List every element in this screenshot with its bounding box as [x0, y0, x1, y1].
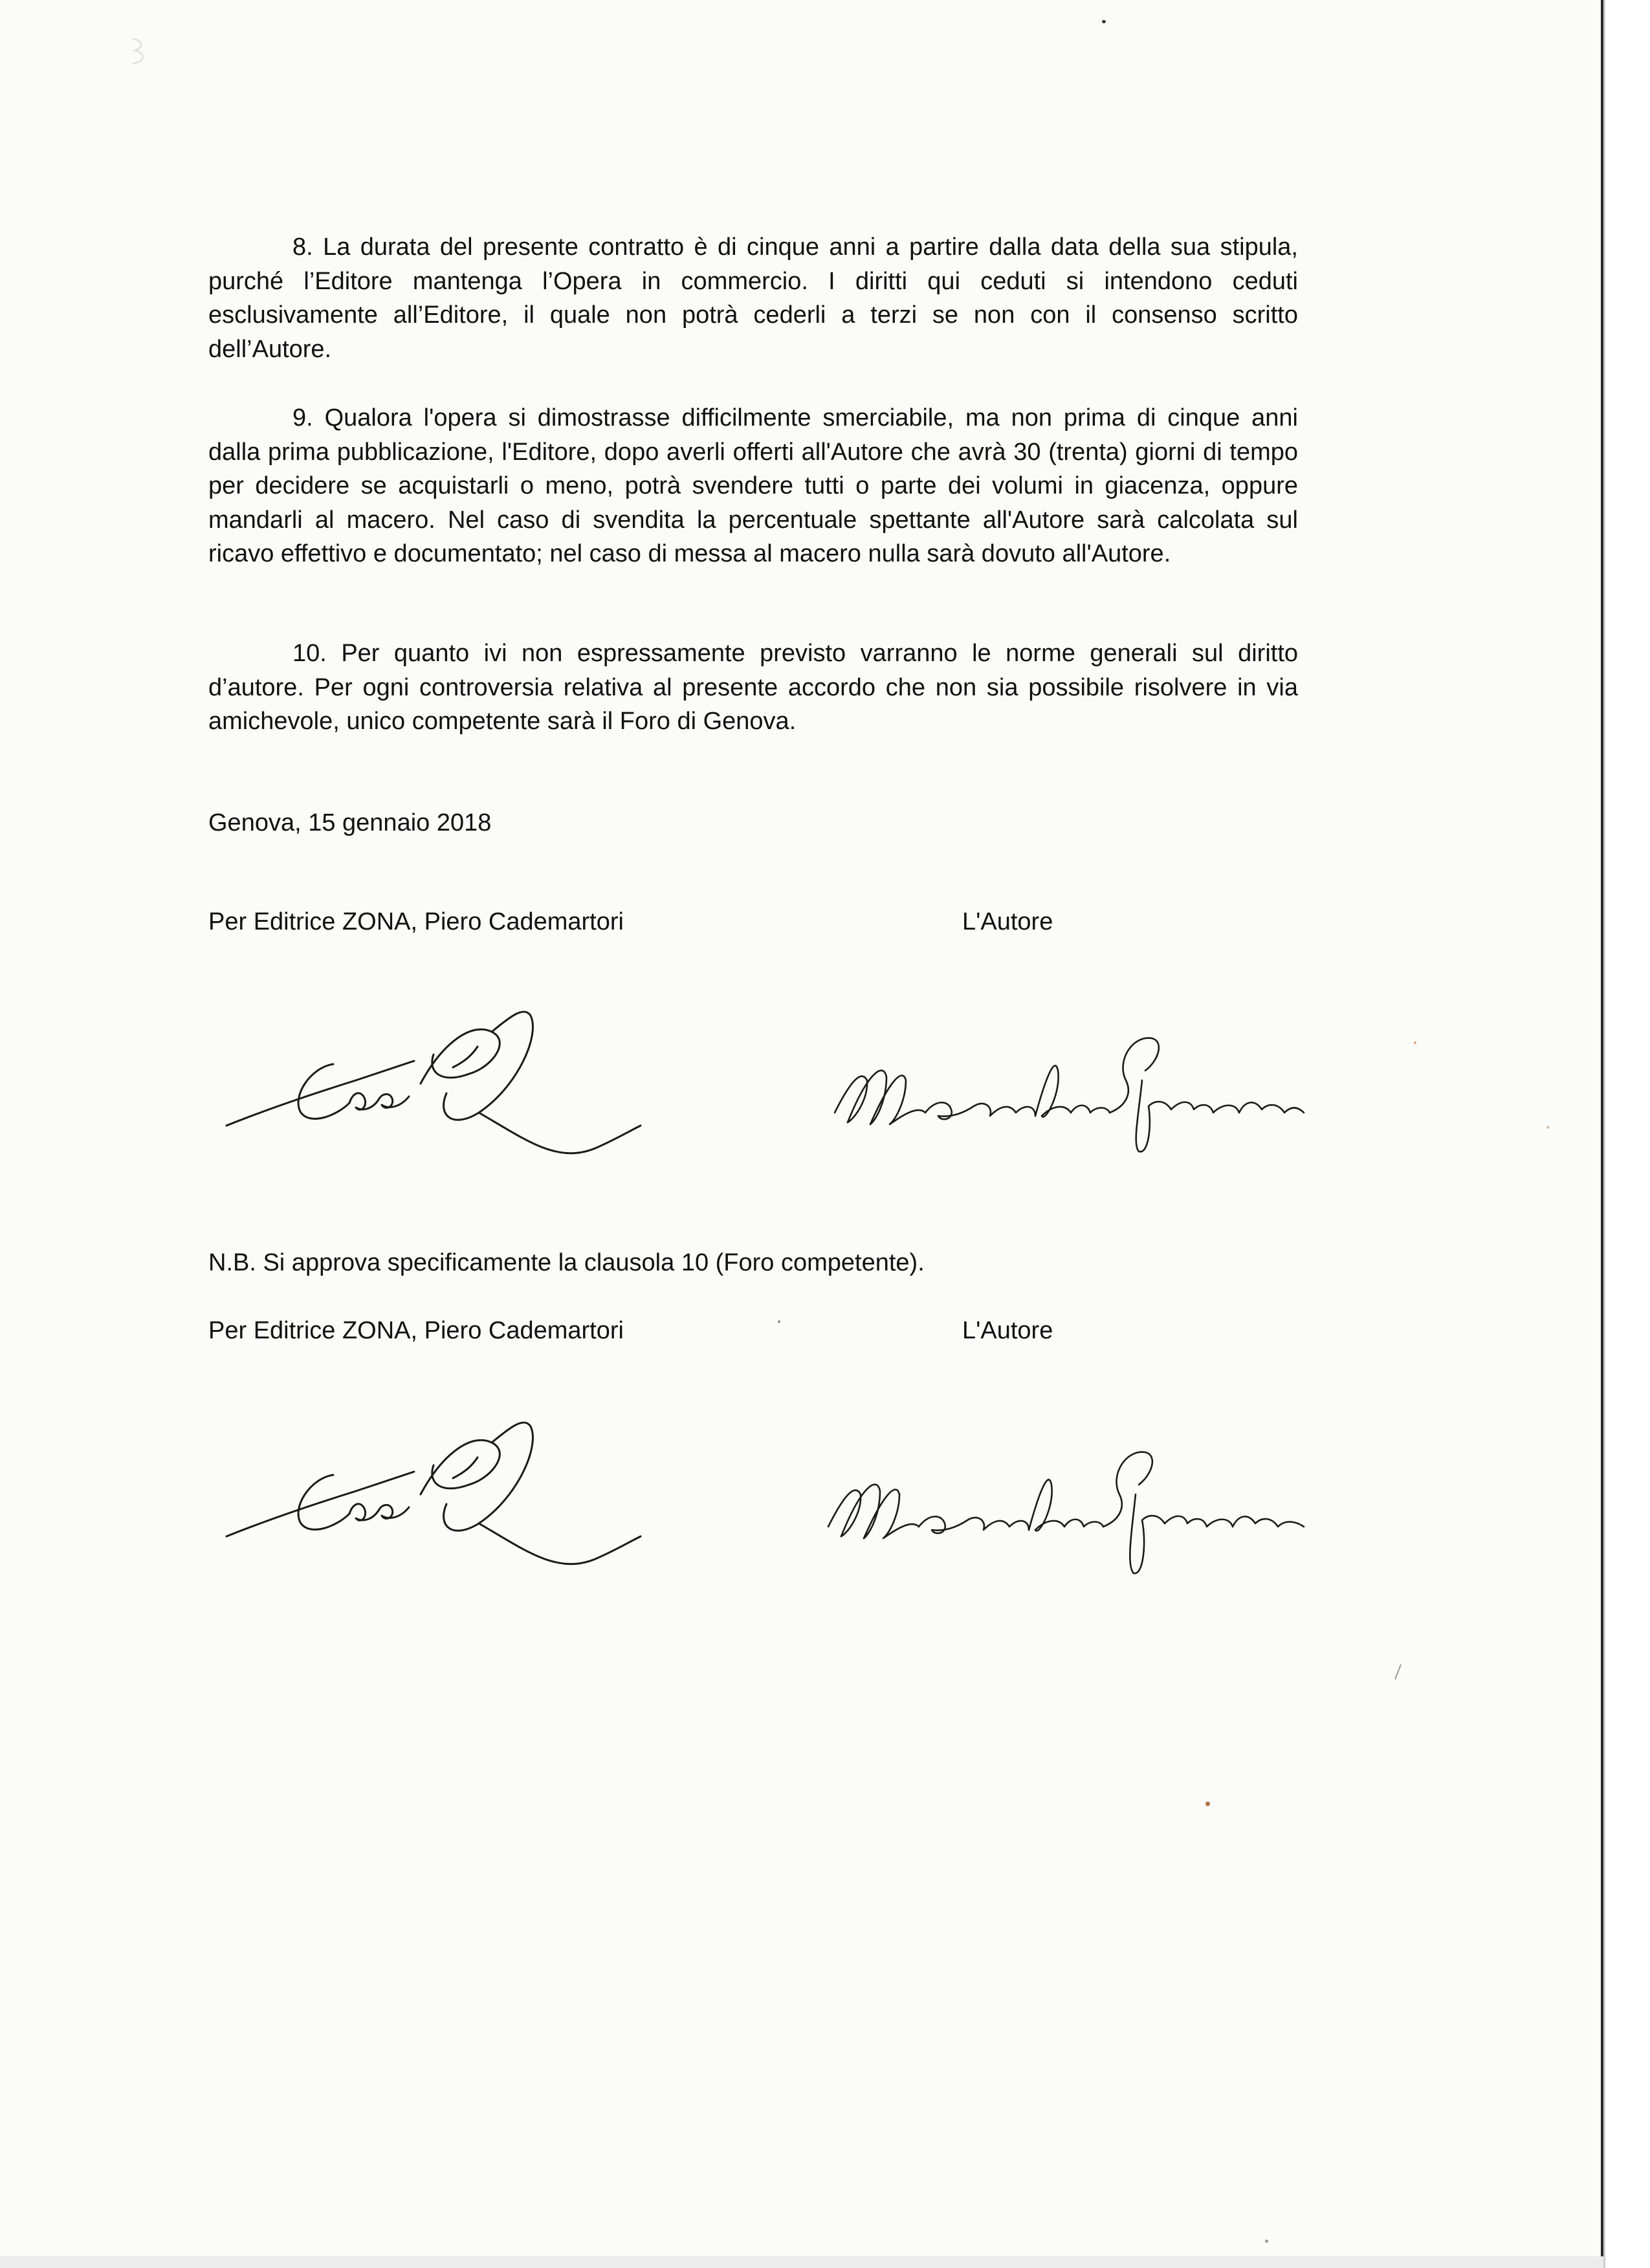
- place-date: Genova, 15 gennaio 2018: [208, 809, 492, 836]
- scan-speck: [1265, 2240, 1268, 2243]
- clause-number: 9.: [292, 404, 313, 431]
- clause-text: Per quanto ivi non espressamente previsto varranno le norme generali sul diritto d’autore. Per ogni controversia relativa al presente accordo che non sia possibile risolvere in via amichevole, unico competente sarà il Foro di Genova.: [208, 640, 1299, 735]
- clause-9: [208, 401, 1298, 571]
- scan-mark: [1391, 1663, 1404, 1682]
- clause-10: [208, 637, 1298, 739]
- scan-mark: [126, 32, 152, 71]
- scan-speck: [1546, 1126, 1550, 1129]
- scan-speck: [1414, 1041, 1416, 1044]
- author-signature-label-2: L'Autore: [962, 1317, 1053, 1344]
- publisher-signature-label: Per Editrice ZONA, Piero Cademartori: [208, 908, 624, 935]
- clause-text: Qualora l'opera si dimostrasse difficilmente smerciabile, ma non prima di cinque anni dalla prima pubblicazione, l'Editore, dopo averli offerti all'Autore che avrà 30 (trenta) giorni di tempo per decidere se acquistarli o meno, potrà svendere tutti o parte dei volumi in giacenza, oppure mandarli al macero. Nel caso di svendita la percentuale spettante all'Autore sarà calcolata sul ricavo effettivo e documentato; nel caso di messa al macero nulla sarà dovuto all'Autore.: [208, 404, 1298, 567]
- scan-bottom-edge: [0, 2256, 1603, 2268]
- clause-text: La durata del presente contratto è di cinque anni a partire dalla data della sua stipula, purché l’Editore mantenga l’Opera in commercio. I diritti qui ceduti si intendono ceduti esclusivamente all’Editore, il quale non potrà cederli a terzi se non con il consenso scritto dell’Autore.: [208, 234, 1298, 363]
- scan-speck: [778, 1320, 780, 1323]
- clause-8: [208, 230, 1298, 366]
- clause-number: 10.: [292, 640, 327, 667]
- publisher-signature-2: [220, 1381, 660, 1595]
- publisher-signature: [220, 970, 660, 1184]
- author-signature: [822, 1009, 1314, 1158]
- scan-speck: [1205, 1802, 1210, 1806]
- publisher-signature-label-2: Per Editrice ZONA, Piero Cademartori: [208, 1317, 624, 1344]
- approval-note: N.B. Si approva specificamente la clausola 10 (Foro competente).: [208, 1249, 925, 1276]
- clause-number: 8.: [292, 234, 313, 261]
- author-signature-label: L'Autore: [962, 908, 1053, 935]
- author-signature-2: [815, 1423, 1314, 1578]
- scan-edge: [1603, 0, 1650, 2268]
- scan-speck: [1102, 20, 1106, 23]
